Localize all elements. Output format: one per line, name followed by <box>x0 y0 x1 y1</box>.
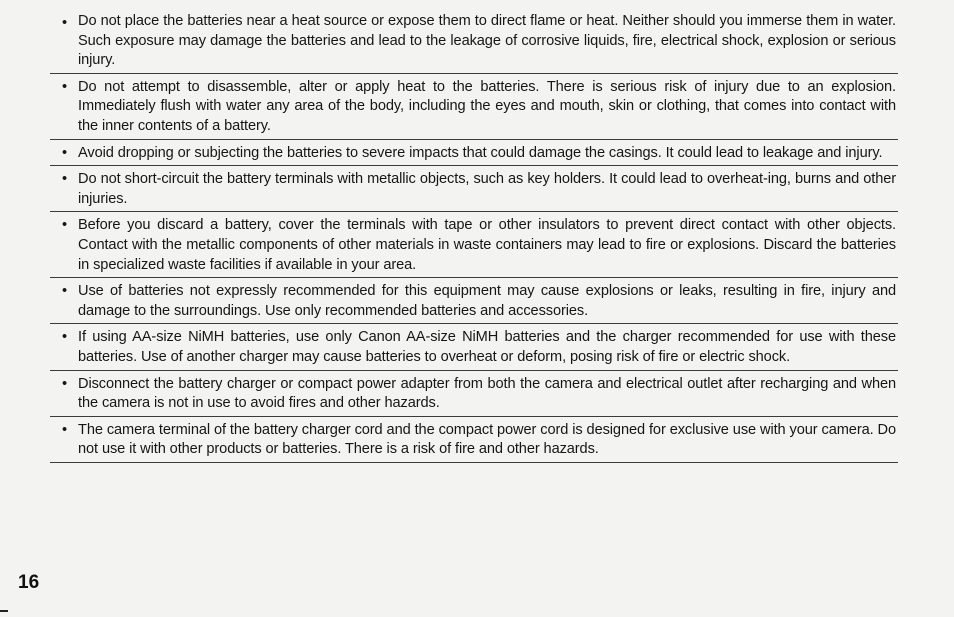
bullet-icon: • <box>62 15 68 31</box>
bullet-icon: • <box>62 283 68 300</box>
list-item <box>50 371 898 417</box>
list-item-text: The camera terminal of the battery charger cord and the compact power cord is designed for exclusive use with your camera. Do not use it with other products or batteries. There is a risk of fire and other hazards. <box>78 421 896 458</box>
page-edge-mark <box>0 610 8 612</box>
bullet-icon: • <box>62 329 68 346</box>
list-item-text: Do not place the batteries near a heat source or expose them to direct flame or heat. Neither should you immerse them in water. Such exposure may damage the batteries and lead to the leakage of corrosive liquids, fire, electrical shock, explosion or serious injury. <box>78 13 896 69</box>
list-item-text: Disconnect the battery charger or compact power adapter from both the camera and electrical outlet after recharging and when the camera is not in use to avoid fires and other hazards. <box>78 375 896 412</box>
list-item-text: Before you discard a battery, cover the terminals with tape or other insulators to prevent direct contact with other objects. Contact with the metallic components of other materials in waste containers may lead to fire or explosions. Discard the batteries in specialized waste facilities if available in your area. <box>78 217 896 273</box>
list-item <box>50 278 898 324</box>
list-item <box>50 212 898 278</box>
bullet-icon: • <box>62 171 68 188</box>
list-item <box>50 10 898 74</box>
page-number: 16 <box>18 572 40 593</box>
list-item-text: Do not attempt to disassemble, alter or apply heat to the batteries. There is serious risk of injury due to an explosion. Immediately flush with water any area of the body, including the eyes and mouth, skin or clothing, that comes into contact with the inner contents of a battery. <box>78 78 896 134</box>
bullet-icon: • <box>62 375 68 392</box>
bullet-icon: • <box>62 78 68 95</box>
list-item-text: If using AA-size NiMH batteries, use only Canon AA-size NiMH batteries and the charger recommended for use with these batteries. Use of another charger may cause batteries to overheat or deform, posing risk of fire or electric shock. <box>78 329 896 365</box>
bullet-icon: • <box>62 144 68 161</box>
list-item <box>50 417 898 463</box>
list-item-text: Do not short-circuit the battery terminals with metallic objects, such as key holders. It could lead to overheat-ing, burns and other injuries. <box>78 171 896 207</box>
bullet-icon: • <box>62 217 68 234</box>
list-item <box>50 74 898 140</box>
bullet-icon: • <box>62 421 68 438</box>
list-item <box>50 166 898 212</box>
list-item <box>50 324 898 370</box>
safety-bullet-list <box>50 10 898 463</box>
list-item-text: Avoid dropping or subjecting the batteries to severe impacts that could damage the casings. It could lead to leakage and injury. <box>78 144 883 161</box>
list-item <box>50 140 898 167</box>
list-item-text: Use of batteries not expressly recommended for this equipment may cause explosions or leaks, resulting in fire, injury and damage to the surroundings. Use only recommended batteries and accessories. <box>78 283 896 319</box>
